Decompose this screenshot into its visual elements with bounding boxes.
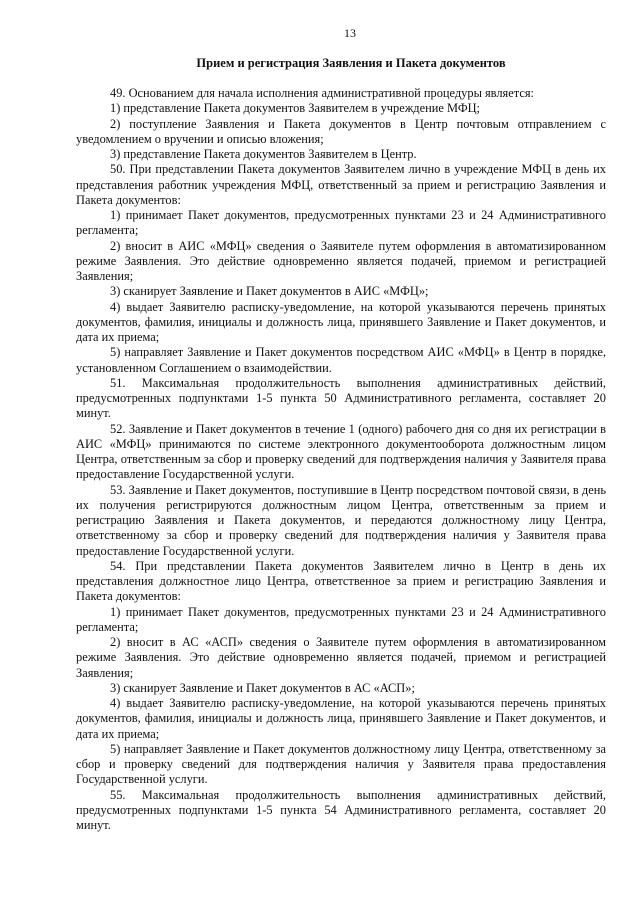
paragraph: 3) сканирует Заявление и Пакет документов в АС «АСП»;	[110, 680, 415, 695]
document-body	[76, 86, 606, 833]
section-title: Прием и регистрация Заявления и Пакета документов	[196, 56, 506, 70]
paragraph: 53. Заявление и Пакет документов, поступившие в Центр посредством почтовой связи, в день их получения регистрируются должностным лицом Центра, ответственным за прием и регистрацию Заявления и Пакета документов, и передаются должностному лицу Центра, ответственному за сбор и проверку сведений для подтверждения наличия у Заявителя права предоставление Государственной услуги.	[76, 482, 606, 558]
paragraph: 54. При представлении Пакета документов Заявителем лично в Центр в день их представления должностное лицо Центра, ответственное за прием и регистрацию Заявления и Пакета документов:	[76, 558, 606, 604]
paragraph: 5) направляет Заявление и Пакет документов должностному лицу Центра, ответственному за сбор и проверку сведений для подтверждения наличия у Заявителя права предоставления Государственной услуги.	[76, 741, 606, 787]
paragraph: 1) принимает Пакет документов, предусмотренных пунктами 23 и 24 Административного регламента;	[76, 604, 606, 634]
paragraph: 4) выдает Заявителю расписку-уведомление, на которой указываются перечень принятых документов, фамилия, инициалы и должность лица, принявшего Заявление и Пакет документов, и дата их приема;	[76, 299, 606, 344]
paragraph: 55. Максимальная продолжительность выполнения административных действий, предусмотренных подпунктами 1-5 пункта 54 Административного регламента, составляет 20 минут.	[76, 787, 606, 832]
paragraph: 5) направляет Заявление и Пакет документов посредством АИС «МФЦ» в Центр в порядке, установленном Соглашением о взаимодействии.	[76, 345, 606, 375]
paragraph: 2) поступление Заявления и Пакета документов в Центр почтовым отправлением с уведомлением о вручении и описью вложения;	[76, 116, 606, 146]
page-number: 13	[344, 26, 356, 40]
paragraph: 51. Максимальная продолжительность выполнения административных действий, предусмотренных подпунктами 1-5 пункта 50 Административного регламента, составляет 20 минут.	[76, 375, 606, 421]
paragraph: 1) представление Пакета документов Заявителем в учреждение МФЦ;	[110, 101, 480, 116]
paragraph: 49. Основанием для начала исполнения административной процедуры является:	[110, 86, 534, 100]
paragraph: 2) вносит в АИС «МФЦ» сведения о Заявителе путем оформления в автоматизированном режиме Заявления. Это действие одновременно является подачей, приемом и регистрацией Заявления;	[76, 238, 606, 283]
paragraph: 2) вносит в АС «АСП» сведения о Заявителе путем оформления в автоматизированном режиме Заявления. Это действие одновременно является подачей, приемом и регистрацией Заявления;	[76, 635, 606, 680]
paragraph: 3) сканирует Заявление и Пакет документов в АИС «МФЦ»;	[110, 284, 429, 299]
paragraph: 1) принимает Пакет документов, предусмотренных пунктами 23 и 24 Административного регламента;	[76, 208, 606, 238]
paragraph: 52. Заявление и Пакет документов в течение 1 (одного) рабочего дня со дня их регистрации в АИС «МФЦ» принимаются по системе электронного документооборота должностным лицом Центра, ответственным за сбор и проверку сведений для подтверждения наличия у Заявителя права предоставление Государственной услуги.	[76, 421, 606, 482]
paragraph: 3) представление Пакета документов Заявителем в Центр.	[110, 147, 417, 161]
paragraph: 4) выдает Заявителю расписку-уведомление, на которой указываются перечень принятых документов, фамилия, инициалы и должность лица, принявшего Заявление и Пакет документов, и дата их приема;	[76, 696, 606, 741]
paragraph: 50. При представлении Пакета документов Заявителем лично в учреждение МФЦ в день их представления работник учреждения МФЦ, ответственный за прием и регистрацию Заявления и Пакета документов:	[76, 162, 606, 207]
